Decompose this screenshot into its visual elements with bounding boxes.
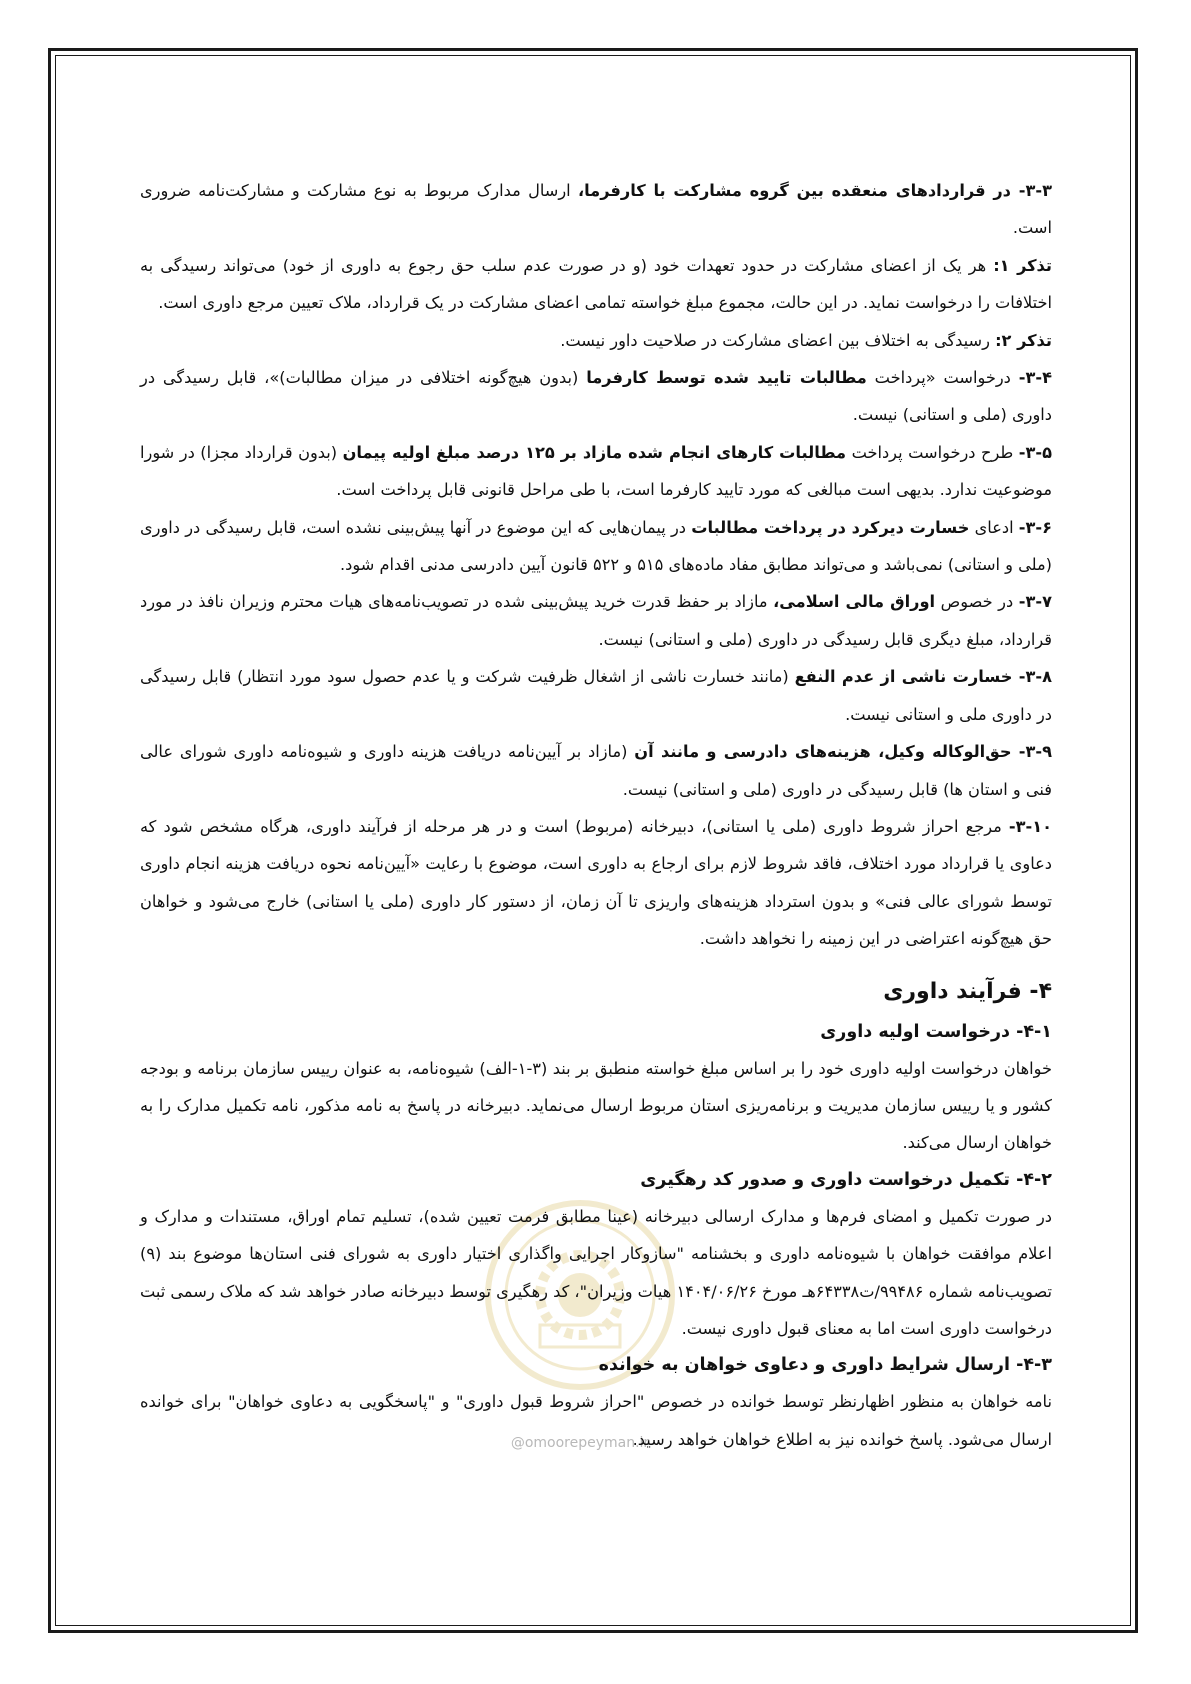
clause-text: مرجع احراز شروط داوری (ملی یا استانی)، دبیرخانه (مربوط) است و در هر مرحله از فرآیند داوری، هرگاه مشخص شود که دعاوی یا قرارداد مورد اختلاف، فاقد شروط لازم برای ارجاع به داوری است، موضوع با رعایت «آیین‌نامه نحوه دریافت هزینه انجام داوری توسط شورای عالی فنی» و بدون استرداد هزینه‌های واریزی تا آن زمان، از دستور کار داوری (ملی یا استانی) خارج می‌شود و خواهان حق هیچ‌گونه اعتراضی در این زمینه را نخواهد داشت. <box>140 816 1052 949</box>
paragraph-3-6 <box>140 509 1052 584</box>
clause-bold-text: خسارت دیرکرد در پرداخت مطالبات <box>691 517 970 537</box>
note-label: تذکر ۲: <box>995 330 1052 350</box>
paragraph-3-10 <box>140 808 1052 958</box>
clause-number: ۳-۶- <box>1018 517 1052 537</box>
watermark-text: @omoorepeyman.ir <box>510 1435 650 1451</box>
section-4-heading: ۴- فرآیند داوری <box>883 978 1052 1004</box>
clause-bold-text: در قراردادهای منعقده بین گروه مشارکت با کارفرما، <box>577 181 1019 200</box>
clause-text: (بدون قرارداد مجزا) در شورا موضوعیت ندارد. بدیهی است مبالغی که مورد تایید کارفرما است، با طی مراحل قانونی قابل پرداخت است. <box>140 442 1052 500</box>
section-4-1-text: خواهان درخواست اولیه داوری خود را بر اساس مبلغ خواسته منطبق بر بند (۳-۱-الف) شیوه‌نامه، به عنوان رییس سازمان برنامه و بودجه کشور و یا رییس سازمان مدیریت و برنامه‌ریزی استان مربوط ارسال می‌نماید. دبیرخانه در پاسخ به نامه مذکور، نامه تکمیل مدارک را به خواهان ارسال می‌کند. <box>140 1058 1052 1153</box>
clause-text: در پیمان‌هایی که این موضوع در آنها پیش‌بینی نشده است، قابل رسیدگی در داوری (ملی و استانی) نمی‌باشد و می‌تواند مطابق مفاد ماده‌های ۵۱۵ و ۵۲۲ قانون آیین دادرسی مدنی اقدام شود. <box>140 517 1052 575</box>
note-2 <box>140 322 1052 359</box>
paragraph-3-5 <box>140 434 1052 509</box>
clause-text: (بدون هیچ‌گونه اختلافی در میزان مطالبات)»، قابل رسیدگی در داوری (ملی و استانی) نیست. <box>140 368 1052 425</box>
note-label: تذکر ۱: <box>993 255 1052 275</box>
note-1 <box>140 247 1052 322</box>
clause-number: ۳-۷- <box>1018 592 1052 612</box>
clause-number: ۳-۸- <box>1018 667 1052 687</box>
clause-number: ۳-۵- <box>1018 442 1052 462</box>
note-text: رسیدگی به اختلاف بین اعضای مشارکت در صلاحیت داور نیست. <box>560 330 996 350</box>
clause-bold-text: خسارت ناشی از عدم النفع <box>794 667 1019 687</box>
section-4-3-heading: ۴-۳- ارسال شرایط داوری و دعاوی خواهان به خوانده <box>598 1355 1052 1376</box>
clause-text: در خصوص <box>935 592 1019 612</box>
clause-number: ۳-۴- <box>1018 368 1052 388</box>
clause-text: ادعای <box>969 517 1019 537</box>
clause-text: طرح درخواست پرداخت <box>846 442 1019 462</box>
section-4-2-heading: ۴-۲- تکمیل درخواست داوری و صدور کد رهگیری <box>640 1169 1052 1190</box>
paragraph-3-4 <box>140 359 1052 434</box>
clause-text: مازاد بر حفظ قدرت خرید پیش‌بینی شده در تصویب‌نامه‌های هیات محترم وزیران نافذ در مورد قرارداد، مبلغ دیگری قابل رسیدگی در داوری (ملی و استانی) نیست. <box>140 592 1052 649</box>
clause-bold-text: مطالبات کارهای انجام شده مازاد بر ۱۲۵ درصد مبلغ اولیه پیمان <box>342 442 847 462</box>
clause-bold-text: حق‌الوکاله وکیل، هزینه‌های دادرسی و مانند آن <box>634 742 1019 762</box>
note-text: هر یک از اعضای مشارکت در حدود تعهدات خود (و در صورت عدم سلب حق رجوع به داوری از خود) می‌تواند رسیدگی به اختلافات را درخواست نماید. در این حالت، مجموع مبلغ خواسته تمامی اعضای مشارکت در یک قرارداد، ملاک تعیین مرجع داوری است. <box>140 255 1052 313</box>
section-4-1-heading: ۴-۱- درخواست اولیه داوری <box>820 1021 1052 1042</box>
clause-number: ۳-۱۰- <box>1008 816 1052 836</box>
paragraph-3-7 <box>140 583 1052 658</box>
section-4-3-text: نامه خواهان به منظور اظهارنظر توسط خوانده در خصوص "احراز شروط قبول داوری" و "پاسخگویی به دعاوی خواهان" برای خوانده ارسال می‌شود. پاسخ خوانده نیز به اطلاع خواهان خواهد رسید. <box>140 1392 1052 1449</box>
clause-text: ارسال مدارک مربوط به نوع مشارکت و مشارکت‌نامه ضروری است. <box>140 181 1052 238</box>
paragraph-3-9 <box>140 733 1052 808</box>
paragraph-3-8 <box>140 658 1052 733</box>
clause-bold-text: مطالبات تایید شده توسط کارفرما <box>586 368 867 388</box>
section-4-2-text: در صورت تکمیل و امضای فرم‌ها و مدارک ارسالی دبیرخانه (عینا مطابق فرمت تعیین شده)، تسلیم تمام اوراق، مستندات و مدارک و اعلام موافقت خواهان با شیوه‌نامه داوری و بخشنامه "سازوکار اجرایی واگذاری اختیار داوری به شورای فنی استان‌ها موضوع بند (۹) تصویب‌نامه شماره ۹۹۴۸۶/ت۶۴۳۳۸هـ مورخ ۱۴۰۴/۰۶/۲۶ هیات وزیران"، کد رهگیری توسط دبیرخانه صادر خواهد شد که ملاک رسمی ثبت درخواست داوری است اما به معنای قبول داوری نیست. <box>140 1206 1052 1338</box>
clause-text: (مانند خسارت ناشی از اشغال ظرفیت شرکت و یا عدم حصول سود مورد انتظار) قابل رسیدگی در داوری ملی و استانی نیست. <box>140 667 1052 724</box>
paragraph-3-3 <box>140 172 1052 247</box>
clause-number: ۳-۹- <box>1018 742 1052 762</box>
clause-number: ۳-۳- <box>1018 181 1052 200</box>
clause-bold-text: اوراق مالی اسلامی، <box>773 592 936 612</box>
clause-text: درخواست «پرداخت <box>866 368 1019 388</box>
document-body <box>140 172 1052 1458</box>
clause-text: (مازاد بر آیین‌نامه دریافت هزینه داوری و شیوه‌نامه داوری شورای عالی فنی و استان ها) قابل رسیدگی در داوری (ملی و استانی) نیست. <box>140 742 1052 799</box>
